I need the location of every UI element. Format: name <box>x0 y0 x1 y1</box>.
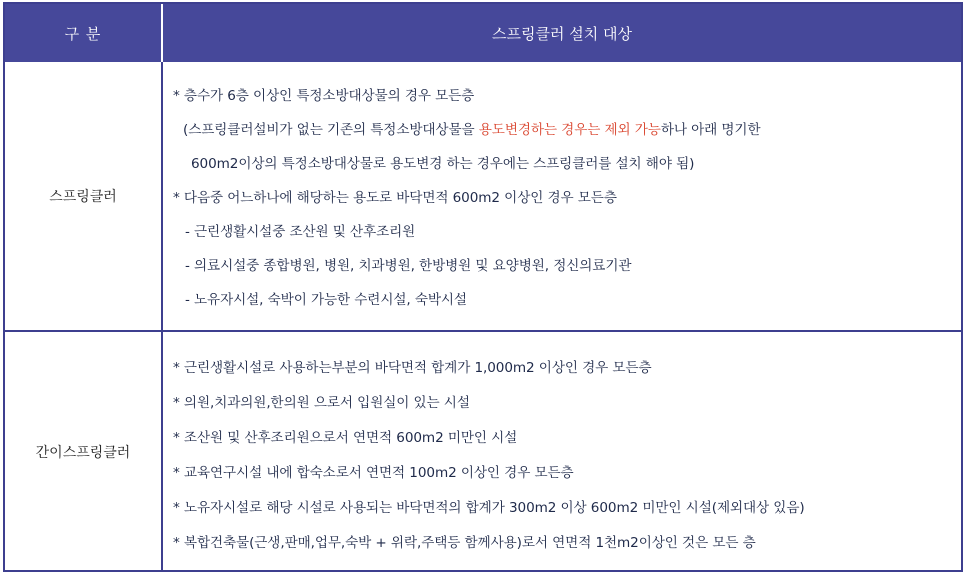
sub-list-item: - 근린생활시설중 조산원 및 산후조리원 <box>185 224 416 240</box>
list-item: * 노유자시설로 해당 시설로 사용되는 바닥면적의 합계가 300m2 이상 600m2 미만인 시설(제외대상 있음) <box>173 500 805 516</box>
header-category: 구 분 <box>64 24 102 43</box>
note-highlight: 용도변경하는 경우는 제외 가능 <box>478 122 661 138</box>
list-item: * 조산원 및 산후조리원으로서 연면적 600m2 미만인 시설 <box>173 430 518 446</box>
list-item: * 의원,치과의원,한의원 으로서 입원실이 있는 시설 <box>173 395 470 411</box>
header-target: 스프링클러 설치 대상 <box>492 24 632 43</box>
column-divider <box>161 62 163 330</box>
table-header <box>5 4 961 62</box>
sub-list-item: - 의료시설중 종합병원, 병원, 치과병원, 한방병원 및 요양병원, 정신의료기관 <box>185 258 632 274</box>
list-item: * 근린생활시설로 사용하는부분의 바닥면적 합계가 1,000m2 이상인 경우 모든층 <box>173 360 652 376</box>
sprinkler-table <box>3 2 963 572</box>
list-item-note <box>183 118 761 138</box>
list-item: * 복합건축물(근생,판매,업무,숙박 + 위락,주택등 함께사용)로서 연면적 1천m2이상인 것은 모든 층 <box>173 535 756 551</box>
column-divider <box>161 332 163 572</box>
note-text-post: 하나 아래 명기한 <box>660 122 761 138</box>
row-label-simple-sprinkler: 간이스프링클러 <box>35 445 131 461</box>
list-item: * 교육연구시설 내에 합숙소로서 연면적 100m2 이상인 경우 모든층 <box>173 465 574 481</box>
row-label-sprinkler: 스프링클러 <box>49 189 117 205</box>
list-item-note-cont: 600m2이상의 특정소방대상물로 용도변경 하는 경우에는 스프링클러를 설치 해야 됨) <box>191 156 695 172</box>
list-item: * 층수가 6층 이상인 특정소방대상물의 경우 모든층 <box>173 88 475 104</box>
table-row-simple-sprinkler <box>5 330 961 572</box>
note-text-pre: (스프링클러설비가 없는 기존의 특정소방대상물을 <box>183 122 479 138</box>
list-item: * 다음중 어느하나에 해당하는 용도로 바닥면적 600m2 이상인 경우 모든층 <box>173 190 617 206</box>
table-row-sprinkler <box>5 62 961 330</box>
sub-list-item: - 노유자시설, 숙박이 가능한 수련시설, 숙박시설 <box>185 292 467 308</box>
